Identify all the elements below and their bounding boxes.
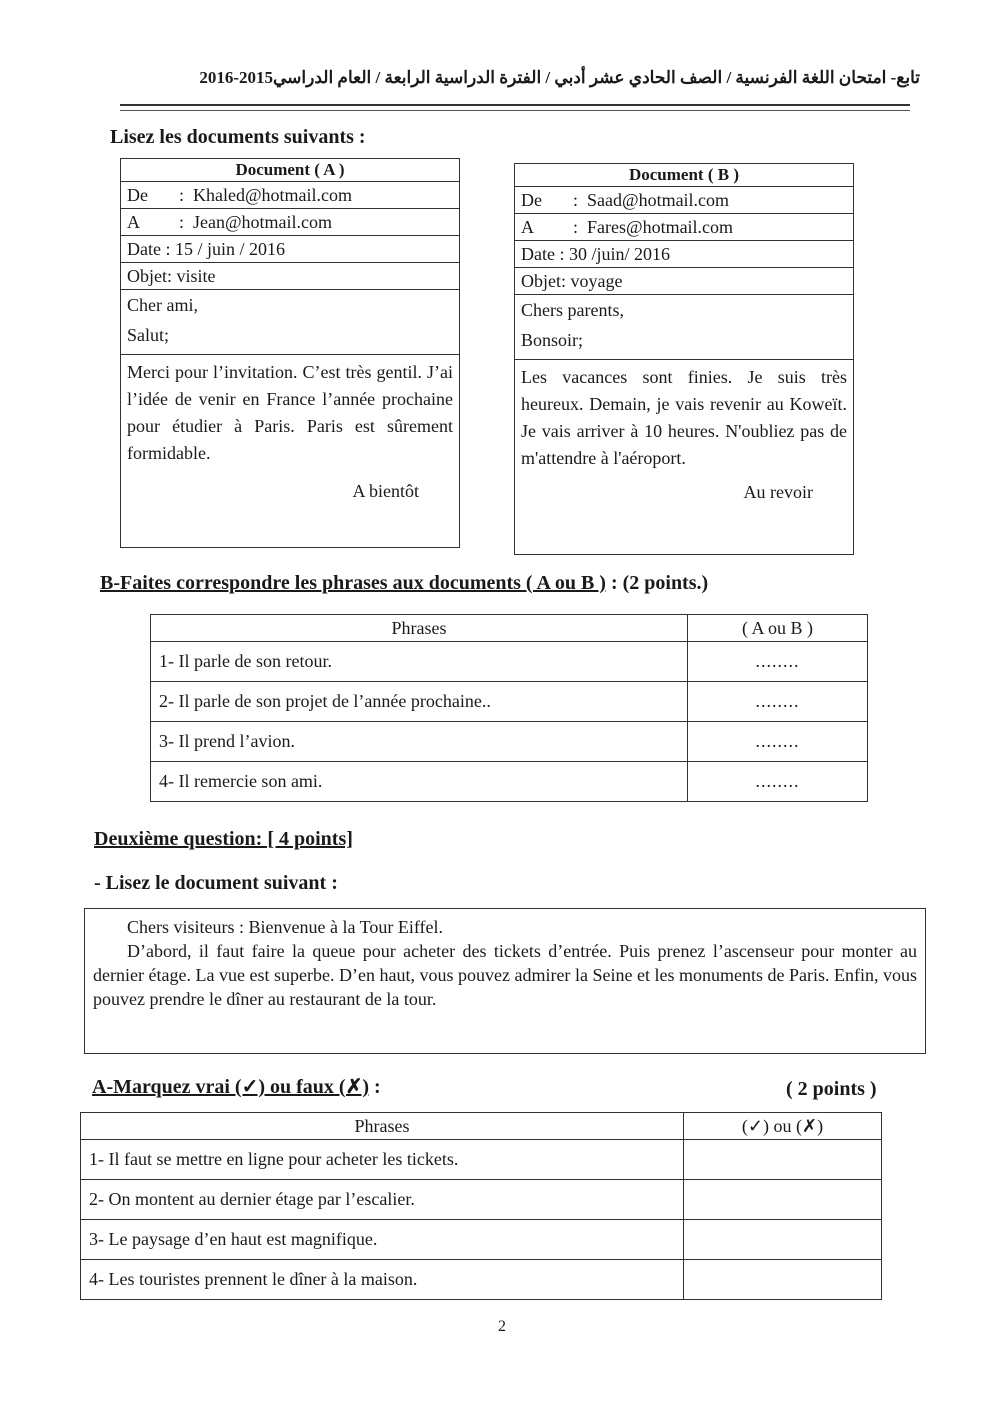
answer-cell[interactable]: ........ — [688, 642, 868, 682]
answer-cell[interactable]: ........ — [688, 682, 868, 722]
exam-header: تابع- امتحان اللغة الفرنسية / الصف الحادي عشر أدبي / الفترة الدراسية الرابعة / العام الدراسي2015-2016 — [199, 68, 920, 87]
phrase-cell: 2- Il parle de son projet de l’année prochaine.. — [151, 682, 688, 722]
header-divider-thin — [120, 110, 910, 111]
table-row — [151, 682, 868, 722]
document-a-date: Date : 15 / juin / 2016 — [121, 236, 459, 263]
from-value: Khaled@hotmail.com — [193, 185, 353, 205]
question-2-instruction: - Lisez le document suivant : — [94, 872, 338, 894]
to-label: A — [127, 212, 140, 232]
table-row — [151, 642, 868, 682]
to-value: Jean@hotmail.com — [193, 212, 333, 232]
col-answer-header: (✓) ou (✗) — [684, 1113, 882, 1140]
phrase-cell: 3- Il prend l’avion. — [151, 722, 688, 762]
document-b-closing: Au revoir — [743, 482, 813, 502]
part-a-points: ( 2 points ) — [786, 1078, 877, 1100]
document-b-to: A : Fares@hotmail.com — [515, 214, 853, 241]
from-value: Saad@hotmail.com — [587, 190, 730, 210]
document-b — [514, 163, 854, 555]
answer-cell[interactable] — [684, 1260, 882, 1300]
document-a-subject: Objet: visite — [121, 263, 459, 290]
question-2-title: Deuxième question: [ 4 points] — [94, 828, 353, 850]
phrase-cell: 2- On montent au dernier étage par l’escalier. — [81, 1180, 684, 1220]
to-value: Fares@hotmail.com — [587, 217, 734, 237]
section-title-read-documents: Lisez les documents suivants : — [110, 126, 366, 148]
answer-cell[interactable] — [684, 1140, 882, 1180]
from-label: De — [521, 190, 542, 210]
table-row — [151, 762, 868, 802]
document-a-salutation: Cher ami, — [127, 295, 198, 315]
to-label: A — [521, 217, 534, 237]
document-b-date: Date : 30 /juin/ 2016 — [515, 241, 853, 268]
answer-cell[interactable]: ........ — [688, 762, 868, 802]
col-answer-header: ( A ou B ) — [688, 615, 868, 642]
col-phrases-header: Phrases — [81, 1113, 684, 1140]
part-b-table — [150, 614, 868, 802]
answer-cell[interactable]: ........ — [688, 722, 868, 762]
date-value: 15 / juin / 2016 — [175, 239, 286, 259]
phrase-cell: 4- Les touristes prennent le dîner à la maison. — [81, 1260, 684, 1300]
phrase-cell: 3- Le paysage d’en haut est magnifique. — [81, 1220, 684, 1260]
document-b-body: Les vacances sont finies. Je suis très heureux. Demain, je vais revenir au Koweït. Je vais arriver à 10 heures. N'oubliez pas de m'attendre à l'aéroport. — [515, 359, 853, 472]
document-a-greeting: Salut; — [127, 325, 170, 345]
document-a — [120, 158, 460, 548]
eiffel-reading-passage — [84, 908, 926, 1054]
answer-cell[interactable] — [684, 1180, 882, 1220]
document-a-closing: A bientôt — [352, 481, 419, 501]
from-label: De — [127, 185, 148, 205]
table-row — [81, 1140, 882, 1180]
col-phrases-header: Phrases — [151, 615, 688, 642]
page-number: 2 — [498, 1318, 506, 1335]
passage-body: D’abord, il faut faire la queue pour acheter des tickets d’entrée. Puis prenez l’ascenseur pour monter au dernier étage. La vue est superbe. D’en haut, vous pouvez admirer la Seine et les monuments de Paris. Enfin, vous pouvez prendre le dîner au restaurant de la tour. — [93, 941, 917, 1009]
part-b-points: : (2 points.) — [610, 572, 709, 594]
document-b-salutation: Chers parents, — [521, 300, 624, 320]
document-b-greeting: Bonsoir; — [521, 330, 584, 350]
document-a-to: A : Jean@hotmail.com — [121, 209, 459, 236]
part-a-title: A-Marquez vrai (✓) ou faux (✗) : — [92, 1076, 381, 1098]
table-row — [81, 1260, 882, 1300]
phrase-cell: 4- Il remercie son ami. — [151, 762, 688, 802]
document-b-from: De : Saad@hotmail.com — [515, 187, 853, 214]
document-b-title: Document ( B ) — [515, 164, 853, 187]
header-divider — [120, 104, 910, 106]
answer-cell[interactable] — [684, 1220, 882, 1260]
table-row — [81, 1180, 882, 1220]
document-a-from: De : Khaled@hotmail.com — [121, 182, 459, 209]
date-label: Date — [127, 239, 161, 259]
document-b-subject: Objet: voyage — [515, 268, 853, 295]
date-value: 30 /juin/ 2016 — [569, 244, 671, 264]
document-a-title: Document ( A ) — [121, 159, 459, 182]
phrase-cell: 1- Il parle de son retour. — [151, 642, 688, 682]
passage-greeting: Chers visiteurs : Bienvenue à la Tour Eiffel. — [127, 917, 444, 937]
table-row — [81, 1220, 882, 1260]
part-a-table — [80, 1112, 882, 1300]
table-row — [151, 722, 868, 762]
phrase-cell: 1- Il faut se mettre en ligne pour acheter les tickets. — [81, 1140, 684, 1180]
part-b-title: B-Faites correspondre les phrases aux documents ( A ou B ) : (2 points.) — [100, 572, 709, 594]
date-label: Date — [521, 244, 555, 264]
document-a-body: Merci pour l’invitation. C’est très gentil. J’ai l’idée de venir en France l’année prochaine pour étudier à Paris. Paris est sûrement formidable. — [121, 354, 459, 467]
